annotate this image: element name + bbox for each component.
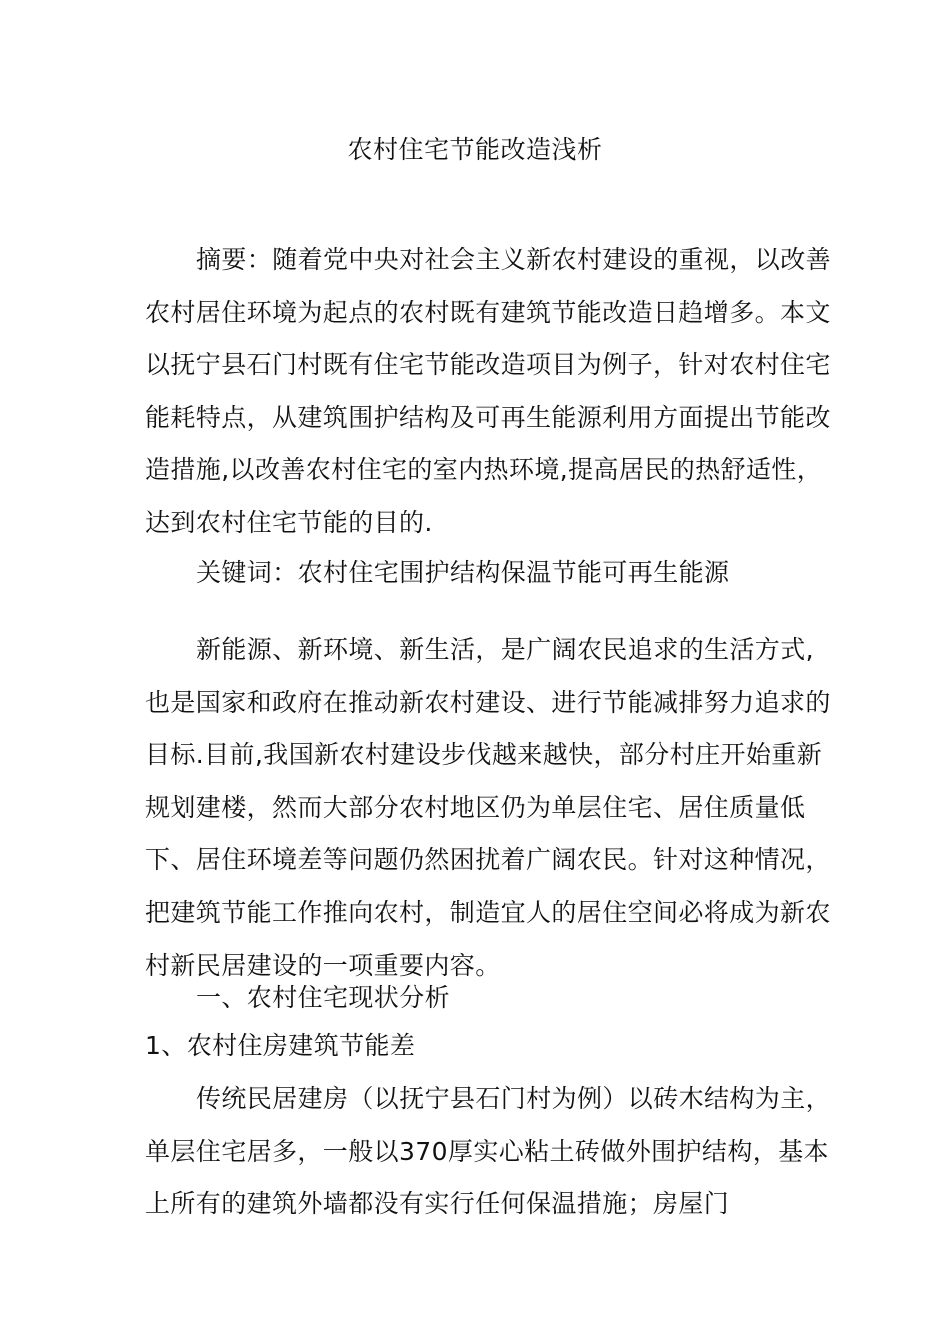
document-title: 农村住宅节能改造浅析: [347, 135, 603, 164]
section-heading: 一、农村住宅现状分析: [196, 983, 451, 1012]
abstract-paragraph: 摘要：随着党中央对社会主义新农村建设的重视，以改善农村居住环境为起点的农村既有建筑节能改造日趋增多。本文以抚宁县石门村既有住宅节能改造项目为例子，针对农村住宅能耗特点，从建筑围护结构及可再生能源利用方面提出节能改造措施,以改善农村住宅的室内热环境,提高居民的热舒适性，达到农村住宅节能的目的.: [145, 245, 832, 537]
subsection-heading: 1、农村住房建筑节能差: [145, 1031, 416, 1060]
intro-paragraph: 新能源、新环境、新生活，是广阔农民追求的生活方式,也是国家和政府在推动新农村建设、进行节能减排努力追求的目标.目前,我国新农村建设步伐越来越快，部分村庄开始重新规划建楼，然而大部分农村地区仍为单层住宅、居住质量低下、居住环境差等问题仍然困扰着广阔农民。针对这种情况，把建筑节能工作推向农村，制造宜人的居住空间必将成为新农村新民居建设的一项重要内容。: [145, 635, 831, 980]
body-paragraph: 传统民居建房（以抚宁县石门村为例）以砖木结构为主，单层住宅居多，一般以370厚实心粘土砖做外围护结构，基本上所有的建筑外墙都没有实行任何保温措施；房屋门: [145, 1084, 832, 1219]
keywords-paragraph: 关键词：农村住宅围护结构保温节能可再生能源: [196, 558, 730, 587]
